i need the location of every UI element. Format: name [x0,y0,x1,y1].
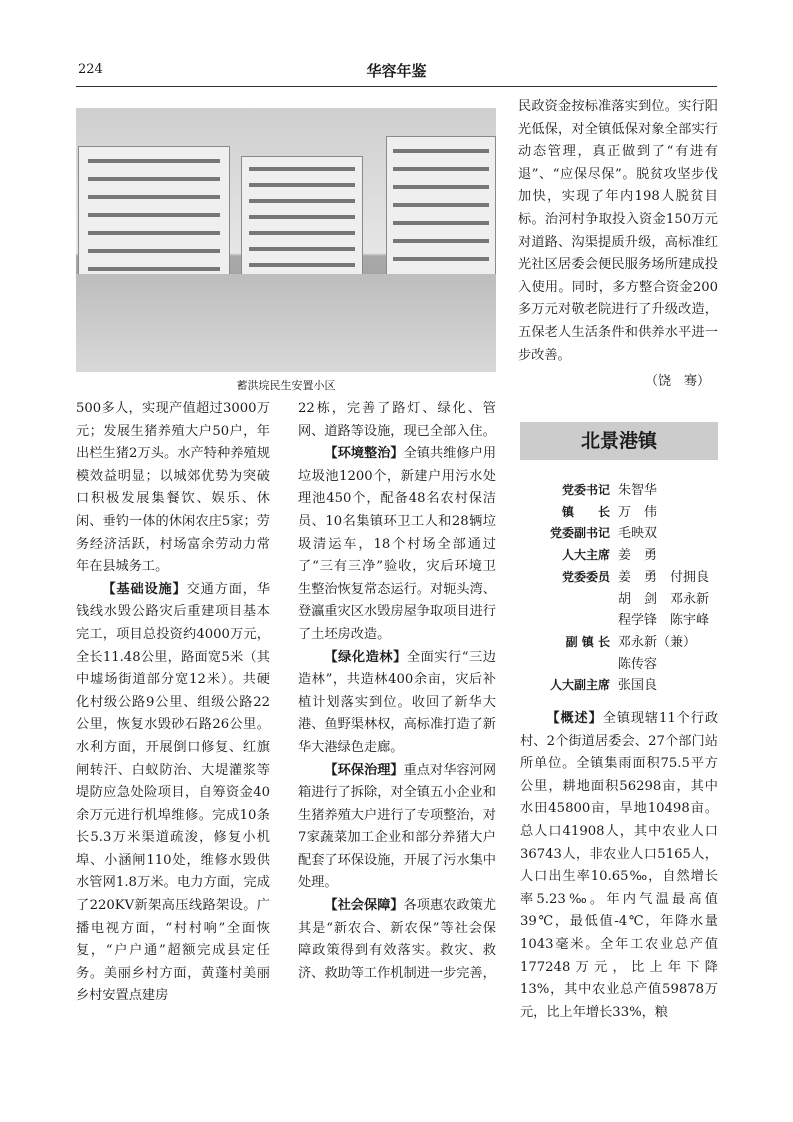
paragraph: 民政资金按标准落实到位。实行阳光低保，对全镇低保对象全部实行动态管理，真正做到了“有进有退”、“应保尽保”。脱贫攻坚步伐加快，实现了年内198人脱贫目标。治河村争取投入资金150万元对道路、沟渠提质升级，高标准红光社区居委会便民服务场所建成投入使用。同时，多方整合资金200多万元对敬老院进行了升级改造，五保老人生活条件和供养水平进一步改善。 [518,99,718,363]
paragraph-text: 重点对华容河网箱进行了拆除，对全镇五小企业和生猪养殖大户进行了专项整治，对7家蔬菜加工企业和部分养猪大户配套了环保设施，开展了污水集中处理。 [298,762,497,891]
paragraph-social-security [298,895,496,985]
staff-name: 邓永新（兼） [618,634,697,650]
staff-name: 朱智华 [618,483,658,498]
section-tag: 【基础设施】 [102,581,187,597]
staff-role: 党委书记 [561,483,610,497]
housing-photo [76,108,496,372]
staff-name: 姜 勇 付拥良 [618,569,710,585]
header-rule [76,86,717,87]
paragraph-text: 全镇现辖11个行政村、2个街道居委会、27个部门站所单位。全镇集雨面积75.5平方公里，耕地面积56298亩，其中水田45800亩，旱地10498亩。总人口41908人，其中农业人口36743人，非农业人口5165人，人口出生率10.65‰，自然增长率5.23‰。年内气温最高值39℃，最低值-4℃，年降水量1043毫米。全年工农业总产值177248万元，比上年下降13%，其中农业总产值59878万元，比上年增长33%，粮 [520,711,719,1020]
staff-role: 人大主席 [561,548,610,563]
photo-caption: 蓄洪垸民生安置小区 [236,379,336,392]
staff-row [520,632,720,675]
paragraph-overview [520,708,718,1024]
column-1 [76,398,270,1008]
staff-name: 胡 剑 邓永新 [618,591,710,607]
staff-role: 人大副主席 [549,678,610,693]
staff-name: 陈传容 [618,656,658,672]
paragraph-text: 交通方面，华钱线水毁公路灾后重建项目基本完工，项目总投资约4000万元，全长11.48公里，路面宽5米（其中墟场街道部分宽12米）。共硬化村级公路9公里、组级公路22公里，恢复水毁砂石路26公里。水利方面，开展倒口修复、红旗闸转汗、白蚁防治、大堤灌浆等堤防应急处险项目，自筹资金40余万元进行机埠维修。完成10条长5.3万米渠道疏浚，修复小机埠、小涵闸110处，维修水毁供水管网1.8万米。电力方面，完成了220KV新架高压线路架设。广播电视方面，“村村响”全面恢复，“户户通”超额完成县定任务。美丽乡村方面，黄蓬村美丽乡村安置点建房 [76,581,271,1004]
paragraph: 500多人，实现产值超过3000万元；发展生猪养殖大户50户，年出栏生猪2万头。水产特种养殖规模效益明显；以城郊优势为突破口积极发展集餐饮、娱乐、休闲、垂钓一体的休闲农庄5家；劳务经济活跃，村场富余劳动力常年在县城务工。 [76,401,270,575]
paragraph-infrastructure [76,579,270,1008]
staff-name: 张国良 [618,678,658,694]
staff-list [520,480,720,697]
section-tag: 【环保治理】 [324,762,404,778]
staff-role: 党委委员 [561,569,610,584]
staff-role: 党委副书记 [549,526,610,541]
staff-row [520,523,720,545]
staff-row [520,480,720,502]
section-tag: 【环境整治】 [324,446,404,462]
staff-row [520,567,720,632]
staff-name: 毛映双 [618,526,658,542]
column-3-top [518,96,718,394]
paragraph-afforestation [298,647,496,760]
paragraph-environment [298,443,496,646]
section-tag: 【社会保障】 [324,898,404,914]
column-2 [298,398,496,985]
running-title: 华容年鉴 [366,62,427,80]
staff-row [520,675,720,697]
courtyard [76,274,496,372]
building-middle [241,156,363,293]
paragraph-text: 全面实行“三边造林”，共造林400余亩，灾后补植计划落实到位。收回了新华大港、鱼野渠林权，高标准打造了新华大港绿色走廊。 [298,649,496,755]
staff-role: 副 镇 长 [565,634,610,649]
paragraph-text: 各项惠农政策尤其是“新农合、新农保”等社会保障政策得到有效落实。救灾、救济、救助等工作机制进一步完善， [298,898,497,981]
town-heading: 北景港镇 [520,422,718,460]
staff-name: 姜 勇 [618,548,658,564]
section-tag: 【绿化造林】 [324,649,407,665]
staff-name: 万 伟 [618,504,658,520]
section-tag: 【概述】 [546,711,603,726]
page-number: 224 [78,62,103,77]
paragraph: 22栋，完善了路灯、绿化、管网、道路等设施，现已全部入住。 [298,401,496,439]
author-credit: （饶 骞） [644,374,710,390]
paragraph-env-protection [298,760,496,896]
staff-name: 程学锋 陈宇峰 [618,613,710,629]
staff-row [520,502,720,524]
paragraph-text: 全镇共维修户用垃圾池1200个，新建户用污水处理池450个，配备48名农村保洁员、10名集镇环卫工人和28辆垃圾清运车，18个村场全部通过了“三有三净”验收，灾后环境卫生整治恢复常态运行。对轭头湾、登瀛重灾区水毁房屋争取项目进行了土坯房改造。 [298,446,497,642]
staff-row [520,545,720,567]
staff-role: 镇 长 [561,504,610,519]
column-3-overview [520,708,718,1024]
